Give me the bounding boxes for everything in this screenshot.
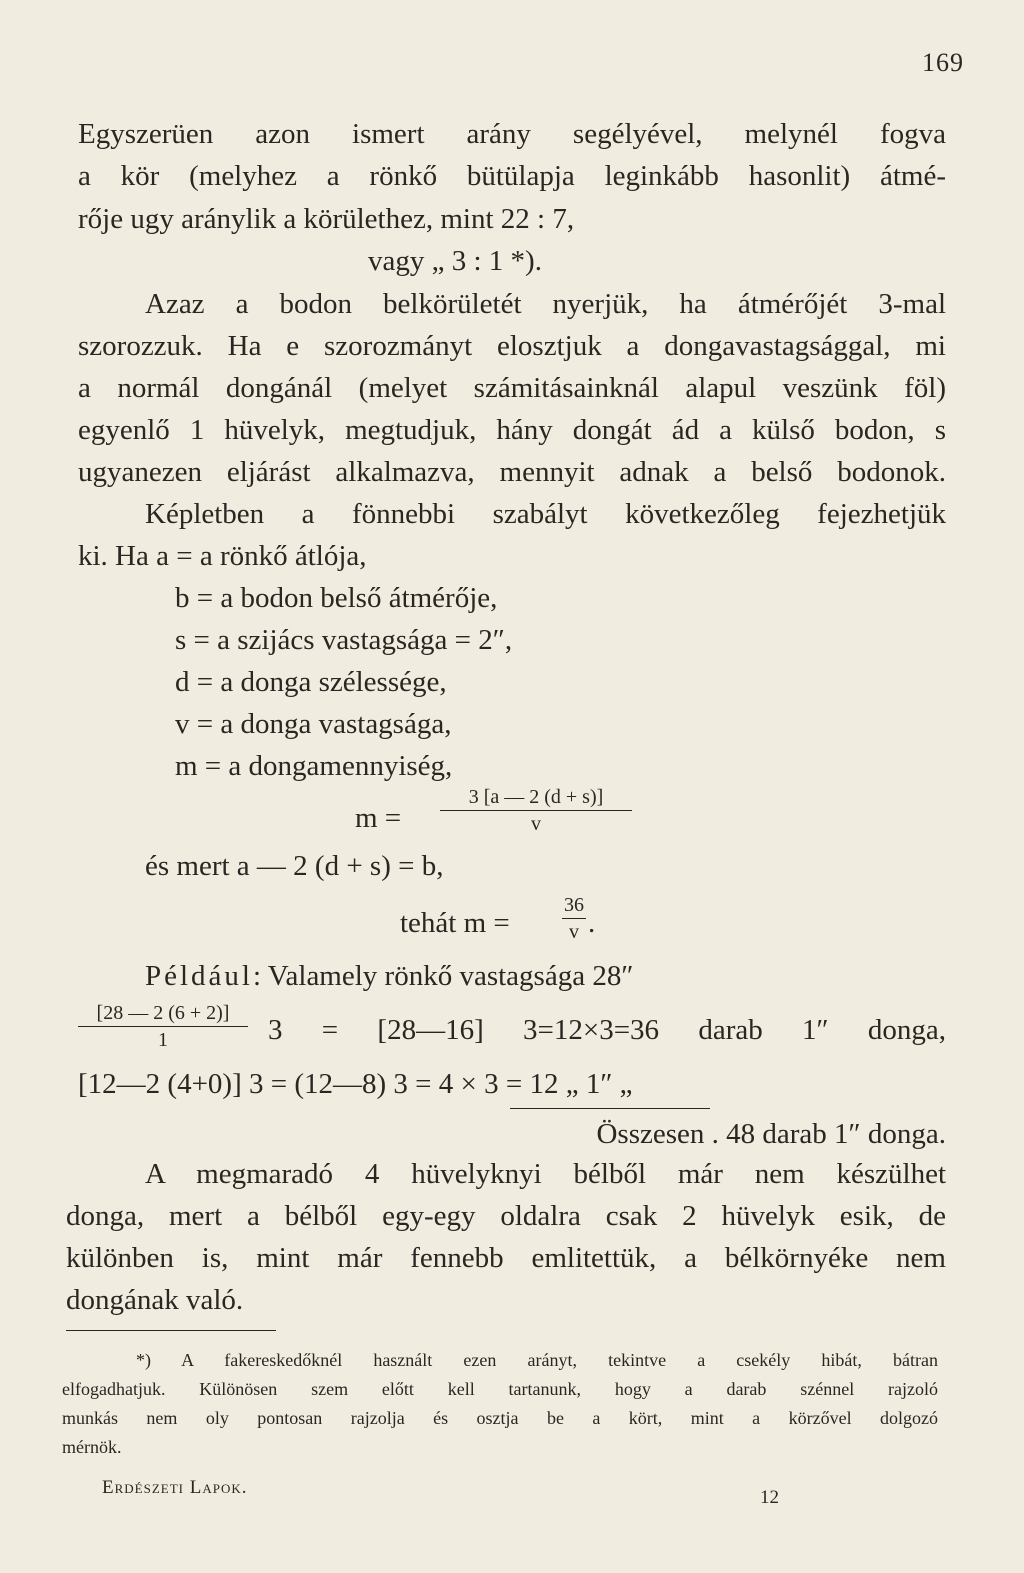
example-label: Például (145, 960, 253, 992)
formula-fraction (440, 786, 632, 835)
text-line: a kör (melyhez a rönkő bütülapja leginkább hasonlit) átmé- (78, 160, 946, 192)
fraction-bar (440, 810, 632, 811)
text-line: dongának való. (66, 1284, 244, 1316)
formula-lhs: tehát m = (400, 907, 510, 939)
footnote-line: mérnök. (62, 1437, 122, 1457)
text-line: Képletben a fönnebbi szabályt következőleg fejezhetjük (145, 498, 946, 530)
text-line: egyenlő 1 hüvelyk, megtudjuk, hány dongát ád a külső bodon, s (78, 414, 946, 446)
example-intro: : Valamely rönkő vastagsága 28″ (253, 960, 634, 992)
text-line: vagy „ 3 : 1 *). (368, 245, 542, 277)
formula-denominator: v (569, 921, 579, 943)
text-line: Azaz a bodon belkörületét nyerjük, ha átmérőjét 3-mal (145, 288, 946, 320)
formula-end: . (588, 907, 596, 939)
sheet-number: 12 (760, 1487, 779, 1508)
text-line: ki. Ha a = a rönkő átlója, (78, 540, 367, 572)
example-denominator: 1 (158, 1029, 168, 1051)
text-line: rője ugy aránylik a körülethez, mint 22 : 7, (78, 203, 575, 235)
footnote-line: *) A fakereskedőknél használt ezen arányt, tekintve a csekély hibát, bátran (136, 1350, 938, 1370)
footnote-rule (66, 1330, 276, 1331)
page-number: 169 (922, 48, 964, 77)
formula-denominator: v (531, 813, 541, 835)
text-line: A megmaradó 4 hüvelyknyi bélből már nem készülhet (145, 1158, 946, 1190)
definition-line: d = a donga szélessége, (175, 666, 447, 698)
definition-line: v = a donga vastagsága, (175, 708, 452, 740)
definition-line: s = a szijács vastagsága = 2″, (175, 624, 513, 656)
formula-lhs: m = (355, 802, 402, 834)
text-line: különben is, mint már fennebb emlitettük, a bélkörnyéke nem (66, 1242, 946, 1274)
journal-name: Erdészeti Lapok. (102, 1477, 248, 1498)
example-fraction (78, 1002, 248, 1051)
example-calculation: 3 = [28—16] 3=12×3=36 darab 1″ donga, (268, 1014, 946, 1046)
example-total: Összesen . 48 darab 1″ donga. (596, 1118, 946, 1150)
example-numerator: [28 — 2 (6 + 2)] (96, 1002, 230, 1024)
fraction-bar (78, 1026, 248, 1027)
fraction-bar (562, 918, 586, 919)
text-line: a normál dongánál (melyet számitásainknál alapul veszünk föl) (78, 372, 946, 404)
text-line: donga, mert a bélből egy-egy oldalra csak 2 hüvelyk esik, de (66, 1200, 946, 1232)
formula-line: és mert a — 2 (d + s) = b, (145, 850, 444, 882)
text-line: szorozzuk. Ha e szorozmányt elosztjuk a dongavastagsággal, mi (78, 330, 946, 362)
example-calculation: [12—2 (4+0)] 3 = (12—8) 3 = 4 × 3 = 12 „ 1″ „ (78, 1068, 633, 1100)
example-heading (145, 958, 633, 994)
definition-line: m = a dongamennyiség, (175, 750, 453, 782)
sum-rule (510, 1108, 710, 1109)
footnote-line: elfogadhatjuk. Különösen szem előtt kell tartanunk, hogy a darab szénnel rajzoló (62, 1379, 938, 1399)
formula-numerator: 3 [a — 2 (d + s)] (468, 786, 604, 808)
formula-numerator: 36 (564, 894, 584, 916)
definition-line: b = a bodon belső átmérője, (175, 582, 498, 614)
formula-fraction (562, 894, 586, 943)
text-line: Egyszerüen azon ismert arány segélyével, melynél fogva (78, 118, 946, 150)
footnote-line: munkás nem oly pontosan rajzolja és osztja be a kört, mint a körzővel dolgozó (62, 1408, 938, 1428)
text-line: ugyanezen eljárást alkalmazva, mennyit adnak a belső bodonok. (78, 456, 946, 488)
